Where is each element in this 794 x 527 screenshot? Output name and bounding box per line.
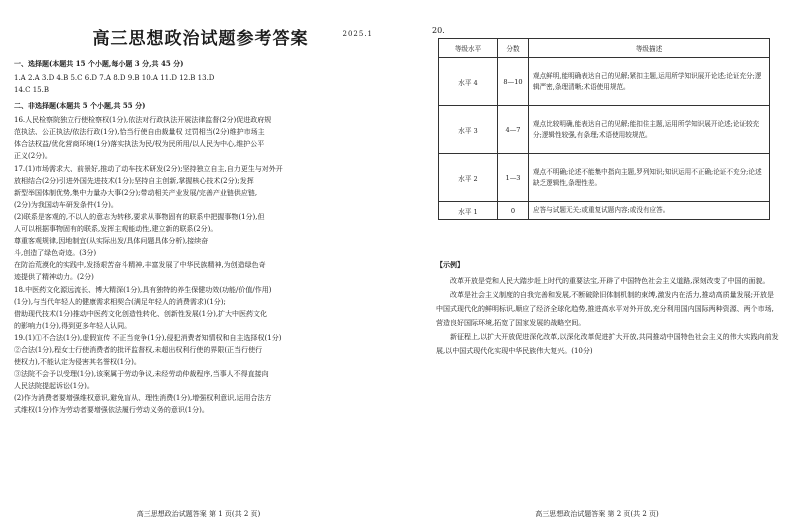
answer-line: 式维权(1分)作为劳动者要增强依法履行劳动义务的意识(1分)。 — [14, 406, 209, 415]
example-paragraph: 改革开放是党和人民大踏步赶上时代的重要法宝,开辟了中国特色社会主义道路,深刻改变了中国的面貌。 — [450, 277, 770, 285]
answer-line: 14.C 15.B — [14, 86, 49, 95]
table-row — [439, 154, 770, 202]
title-text: 高三思想政治试题参考答案 — [92, 29, 309, 49]
answer-line: 放相结合(2分)引进外国先进技术(1分);坚持自主创新,掌握核心技术(2分);发挥 — [14, 176, 254, 185]
description-cell: 观点鲜明,能明确表达自己的见解;紧扣主题,运用所学知识展开论述;论证充分;逻辑严密,条理清晰;术语使用规范。 — [529, 58, 770, 106]
example-heading: 【示例】 — [436, 260, 464, 269]
table-row — [439, 202, 770, 220]
level-cell: 水平 1 — [439, 202, 498, 220]
multiple-choice-answers — [14, 72, 387, 96]
score-cell: 4—7 — [498, 106, 529, 154]
answer-line: (2)作为消费者要增强维权意识,避免盲从、理性消费(1分),增强权利意识,运用合法方 — [14, 394, 272, 403]
section2-heading: 二、非选择题(本题共 5 个小题,共 55 分) — [14, 101, 146, 111]
answer-line: 迹提供了精神动力。(2分) — [14, 273, 94, 282]
answer-line: 使权力),不能认定为侵害其名誉权(1分)。 — [14, 358, 141, 367]
question-number: 20. — [432, 26, 445, 35]
answer-line: 人可以根据事物固有的联系,发挥主观能动性,建立新的联系(2分)。 — [14, 225, 218, 234]
answer-line: 的影响力(1分),得到更多年轻人认同。 — [14, 321, 132, 330]
level-cell: 水平 3 — [439, 106, 498, 154]
level-cell: 水平 2 — [439, 154, 498, 202]
answer-line: 体合法权益/优化营商环境(1分)落实执法为民/权为民所用/以人民为中心,维护公平 — [14, 140, 265, 149]
answer-line: 在防治荒漠化的实践中,发扬艰苦奋斗精神,丰富发展了中华民族精神,为创造绿色奇 — [14, 261, 266, 270]
answer-line: 17.(1)市场需求大、前景好,推动了动车技术研发(2分);坚持独立自主,自力更生与对外开 — [14, 164, 283, 173]
page-title — [14, 24, 387, 49]
score-cell: 1—3 — [498, 154, 529, 202]
header-description: 等级描述 — [529, 39, 770, 58]
header-level: 等级水平 — [439, 39, 498, 58]
example-answer — [436, 260, 780, 358]
answer-line: 正义(2分)。 — [14, 152, 52, 161]
score-cell: 8—10 — [498, 58, 529, 106]
description-cell: 观点不明确;论述不能集中指向主题,罗列知识;知识运用不正确;论证不充分;论述缺乏逻辑性,条理性差。 — [529, 154, 770, 202]
scoring-table — [438, 38, 770, 220]
answer-line: 16.人民检察院独立行使检察权(1分),依法对行政执法开展法律监督(2分)促进政府规 — [14, 116, 272, 125]
example-paragraph: 新征程上,以扩大开放促进深化改革,以深化改革促进扩大开放,共同推动中国特色社会主义的伟大实践向前发展,以中国式现代化实现中华民族伟大复兴。(10分) — [436, 333, 779, 355]
header-score: 分数 — [498, 39, 529, 58]
answer-line: (2)联系是客观的,不以人的意志为转移,要求从事物固有的联系中把握事物(1分),但 — [14, 212, 265, 221]
answer-line: 借助现代技术(1分)推动中医药文化创造性转化、创新性发展(1分),扩大中医药文化 — [14, 309, 268, 318]
answer-line: 范执法、公正执法/依法行政(1分),恰当行使自由裁量权 过罚相当(2分)维护市场主 — [14, 128, 265, 137]
answer-line: 1.A 2.A 3.D 4.B 5.C 6.D 7.A 8.D 9.B 10.A 11.D 12.B 13.D — [14, 74, 215, 82]
table-row — [439, 106, 770, 154]
essay-answers — [14, 114, 387, 416]
section1-heading: 一、选择题(本题共 15 个小题,每小题 3 分,共 45 分) — [14, 59, 184, 68]
page-footer: 高三思想政治试题答案 第 2 页(共 2 页) — [535, 510, 659, 518]
score-cell: 0 — [498, 202, 529, 220]
table-header-row — [439, 39, 770, 58]
description-cell: 应答与试题无关;或重复试题内容;或没有应答。 — [529, 202, 770, 220]
table-row — [439, 58, 770, 106]
answer-line: 尊重客观规律,因地制宜(从实际出发/具体问题具体分析),接续奋 — [14, 237, 209, 246]
answer-line: 新型举国体制优势,集中力量办大事(2分);带动相关产业发展/完善产业链供应链, — [14, 188, 258, 197]
answer-line: 斗,创造了绿色奇迹。(3分) — [14, 249, 97, 258]
answer-line: (2分)为我国动车研发条件(1分)。 — [14, 200, 118, 209]
page-footer: 高三思想政治试题答案 第 1 页(共 2 页) — [136, 510, 261, 518]
answer-line: ③法院不会予以受理(1分),该案属于劳动争议,未经劳动仲裁程序,当事人不得直接向 — [14, 370, 269, 379]
answer-line: (1分),与当代年轻人的健康需求相契合(满足年轻人的消费需求)(1分); — [14, 297, 226, 306]
answer-line: 19.(1)①不合法(1分),虚假宣传 不正当竞争(1分),侵犯消费者知情权和自主选择权(1分) — [14, 333, 282, 342]
description-cell: 观点比较明确,能表达自己的见解;能扣住主题,运用所学知识展开论述;论证较充分;逻辑性较强,有条理;术语使用较规范。 — [529, 106, 770, 154]
example-paragraph: 改革是社会主义制度的自我完善和发展,不断破除旧体制机制的束缚,激发内在活力,推动高质量发展;开放是中国式现代化的鲜明标识,顺应了经济全球化趋势,推进高水平对外开放,充分利用国内国际两种资源、两个市场,营造良好国际环境,拓宽了国家发展的战略空间。 — [436, 291, 775, 327]
answer-line: 18.中医药文化源远流长、博大精深(1分),具有独特的养生保健功效(功能/价值/作用) — [14, 285, 272, 294]
answer-page-2 — [400, 0, 794, 527]
answer-line: 人民法院提起诉讼(1分)。 — [14, 382, 94, 391]
level-cell: 水平 4 — [439, 58, 498, 106]
answer-line: ②合法(1分),程女士行使消费者的批评监督权,未超出权利行使的界限(正当行使行 — [14, 345, 263, 354]
exam-date: 2025.1 — [342, 30, 373, 38]
